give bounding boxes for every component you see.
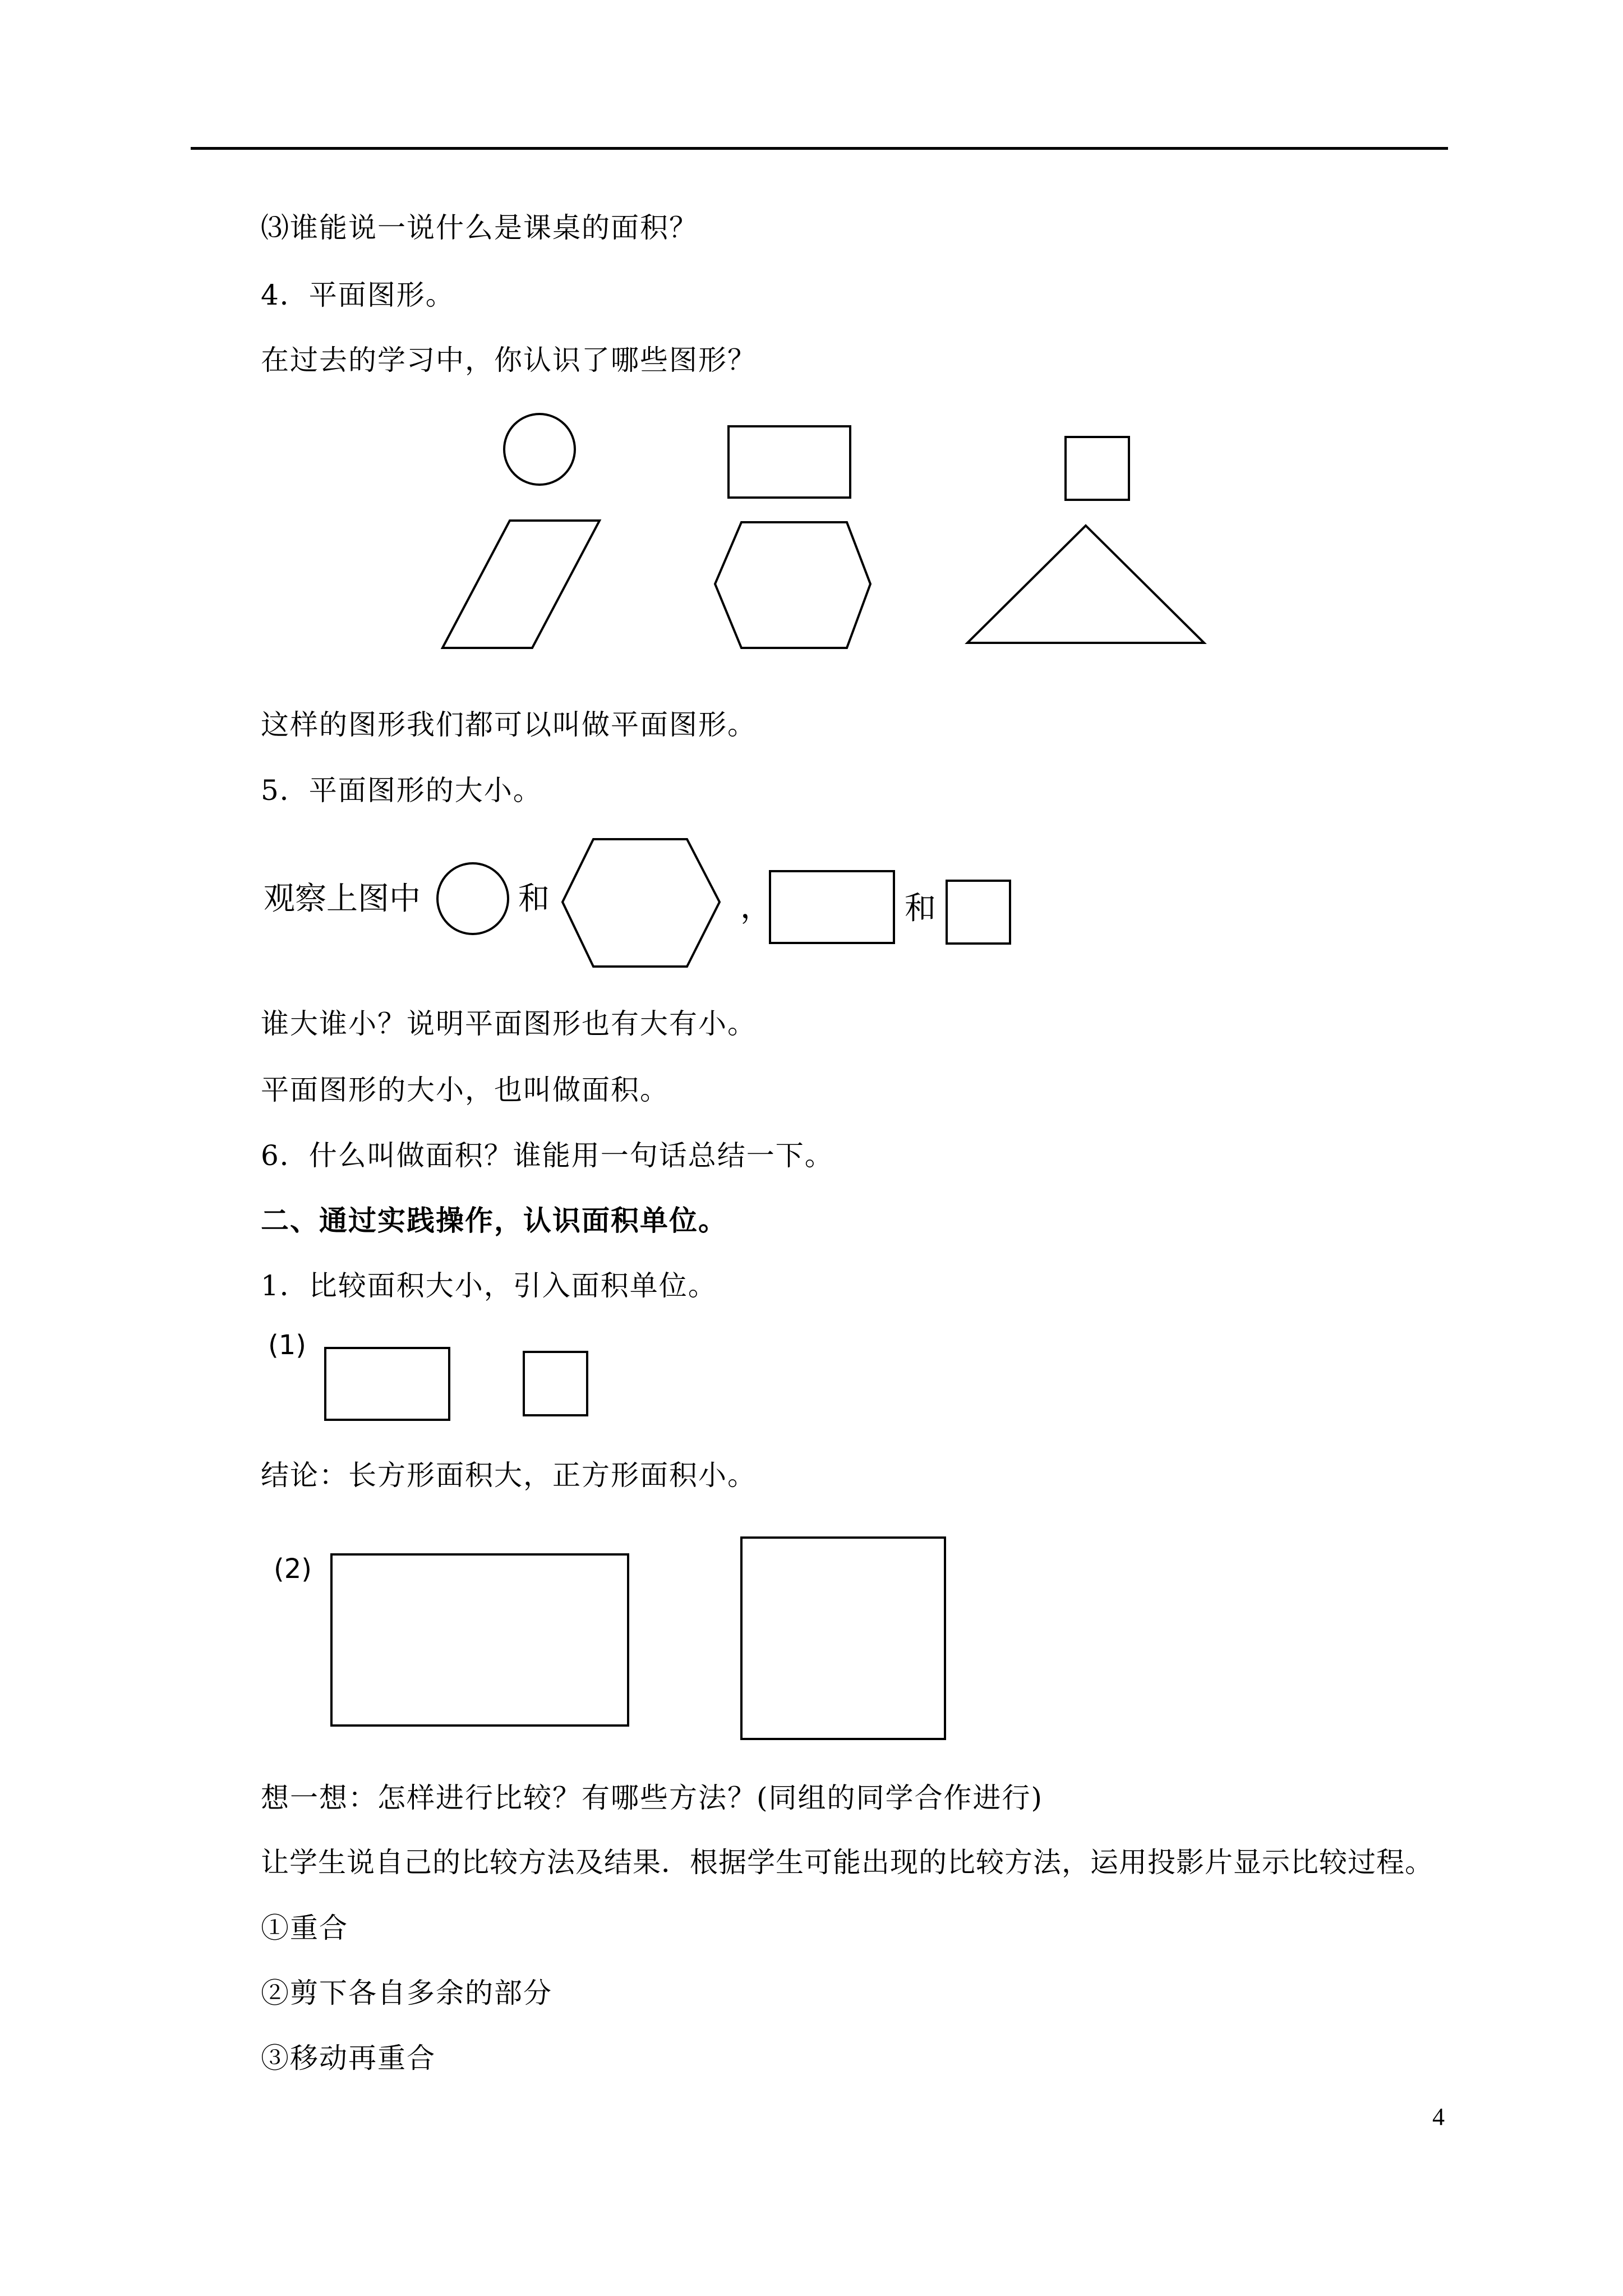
section-2-heading: 二、通过实践操作，认识面积单位。	[261, 1204, 727, 1237]
section-5-heading: 5．平面图形的大小。	[261, 774, 542, 807]
method-2: ②剪下各自多余的部分	[261, 1977, 552, 2009]
observe-rectangle	[770, 871, 894, 943]
section-5-definition: 平面图形的大小，也叫做面积。	[261, 1074, 669, 1106]
figure-1-label: (1)	[268, 1329, 306, 1361]
method-1: ①重合	[261, 1912, 348, 1944]
observe-prefix: 观察上图中	[264, 881, 421, 917]
hexagon-shape	[715, 522, 870, 648]
parallelogram-shape	[442, 521, 600, 648]
fig1-rectangle	[325, 1348, 449, 1420]
section-6-question: 6．什么叫做面积？谁能用一句话总结一下。	[261, 1139, 834, 1172]
figure-2-label: (2)	[274, 1553, 312, 1585]
students-instruction: 让学生说自己的比较方法及结果．根据学生可能出现的比较方法，运用投影片显示比较过程。	[261, 1846, 1433, 1879]
observe-circle	[437, 863, 508, 934]
section-5-question: 谁大谁小？说明平面图形也有大有小。	[261, 1007, 757, 1040]
fig2-square	[741, 1538, 945, 1739]
section-4-question: 在过去的学习中，你认识了哪些图形？	[261, 344, 757, 376]
observe-hexagon	[562, 839, 720, 967]
subsection-1-heading: 1．比较面积大小，引入面积单位。	[261, 1269, 717, 1302]
fig1-square	[524, 1352, 587, 1415]
section-4-heading: 4．平面图形。	[261, 279, 455, 311]
plane-shapes-conclusion: 这样的图形我们都可以叫做平面图形。	[261, 708, 757, 741]
question-3: ⑶谁能说一说什么是课桌的面积？	[261, 211, 698, 244]
square-shape	[1066, 437, 1129, 500]
circle-shape	[504, 414, 575, 485]
page-number: 4	[1432, 2103, 1445, 2131]
triangle-shape	[967, 526, 1204, 643]
observe-square	[947, 881, 1010, 944]
fig2-rectangle	[331, 1554, 628, 1726]
comparison-conclusion: 结论：长方形面积大，正方形面积小。	[261, 1459, 757, 1492]
think-prompt: 想一想：怎样进行比较？有哪些方法？(同组的同学合作进行)	[261, 1782, 1044, 1814]
method-3: ③移动再重合	[261, 2042, 436, 2074]
observe-and-2: 和	[905, 890, 936, 927]
rectangle-shape	[728, 426, 850, 498]
observe-and-1: 和	[518, 881, 550, 917]
observe-comma: ，	[740, 889, 772, 926]
